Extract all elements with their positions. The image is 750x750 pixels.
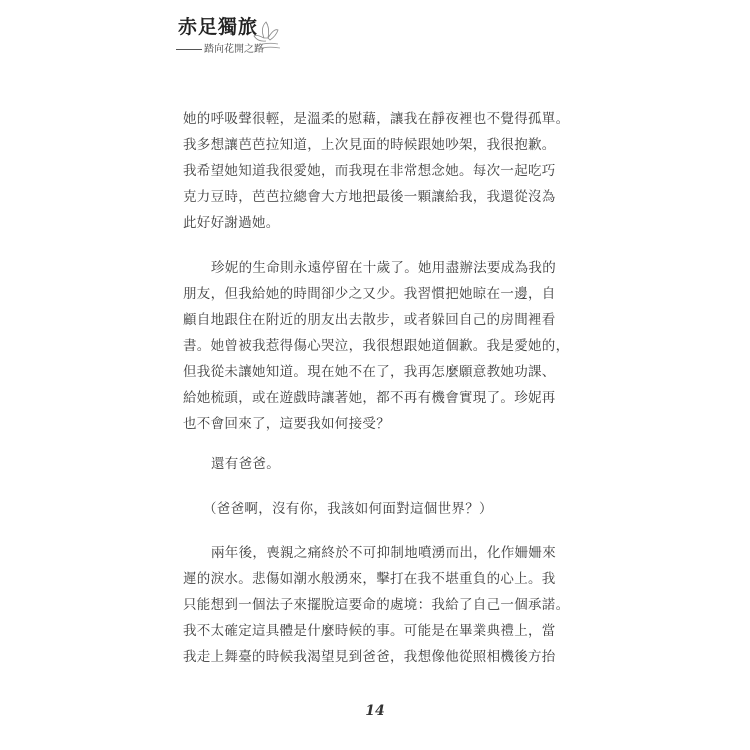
text-line: 此好好謝過她。 bbox=[183, 215, 280, 231]
flower-hand-icon bbox=[252, 16, 282, 52]
dash-divider bbox=[176, 49, 202, 50]
text-line: 我希望她知道我很愛她，而我現在非常想念她。每次一起吃巧 bbox=[183, 163, 556, 179]
text-line: 我多想讓芭芭拉知道，上次見面的時候跟她吵架，我很抱歉。 bbox=[183, 137, 556, 153]
text-line: 但我從未讓她知道。現在她不在了，我再怎麼願意教她功課、 bbox=[183, 364, 556, 380]
text-line: 我不太確定這具體是什麼時候的事。可能是在畢業典禮上，當 bbox=[183, 623, 556, 639]
text-line: 還有爸爸。 bbox=[211, 456, 280, 472]
text-line: 珍妮的生命則永遠停留在十歲了。她用盡辦法要成為我的 bbox=[211, 260, 556, 276]
paragraph-4 bbox=[183, 496, 578, 522]
text-line: 顧自地跟住在附近的朋友出去散步，或者躲回自己的房間裡看 bbox=[183, 312, 556, 328]
book-subtitle-text: 踏向花開之路 bbox=[204, 44, 264, 55]
text-line: 只能想到一個法子來擺脫這要命的處境：我給了自己一個承諾。 bbox=[183, 597, 570, 613]
book-subtitle bbox=[176, 40, 264, 55]
paragraph-2 bbox=[183, 255, 578, 437]
paragraph-1 bbox=[183, 106, 578, 236]
paragraph-3 bbox=[183, 451, 578, 477]
page-number: 14 bbox=[365, 703, 385, 719]
text-line: 她的呼吸聲很輕，是溫柔的慰藉，讓我在靜夜裡也不覺得孤單。 bbox=[183, 111, 570, 127]
paragraph-5 bbox=[183, 540, 578, 670]
text-line: 兩年後，喪親之痛終於不可抑制地噴湧而出，化作姍姍來 bbox=[211, 545, 556, 561]
text-line: （爸爸啊，沒有你，我該如何面對這個世界？） bbox=[203, 501, 493, 517]
text-line: 也不會回來了，這要我如何接受？ bbox=[183, 416, 390, 432]
text-line: 克力豆時，芭芭拉總會大方地把最後一顆讓給我，我還從沒為 bbox=[183, 189, 556, 205]
text-line: 遲的淚水。悲傷如潮水般湧來，擊打在我不堪重負的心上。我 bbox=[183, 571, 556, 587]
text-line: 書。她曾被我惹得傷心哭泣，我很想跟她道個歉。我是愛她的， bbox=[183, 338, 570, 354]
book-title: 赤足獨旅 bbox=[178, 16, 259, 38]
text-line: 給她梳頭，或在遊戲時讓著她，都不再有機會實現了。珍妮再 bbox=[183, 390, 556, 406]
text-line: 朋友，但我給她的時間卻少之又少。我習慣把她晾在一邊，自 bbox=[183, 286, 556, 302]
text-line: 我走上舞臺的時候我渴望見到爸爸，我想像他從照相機後方抬 bbox=[183, 649, 556, 665]
